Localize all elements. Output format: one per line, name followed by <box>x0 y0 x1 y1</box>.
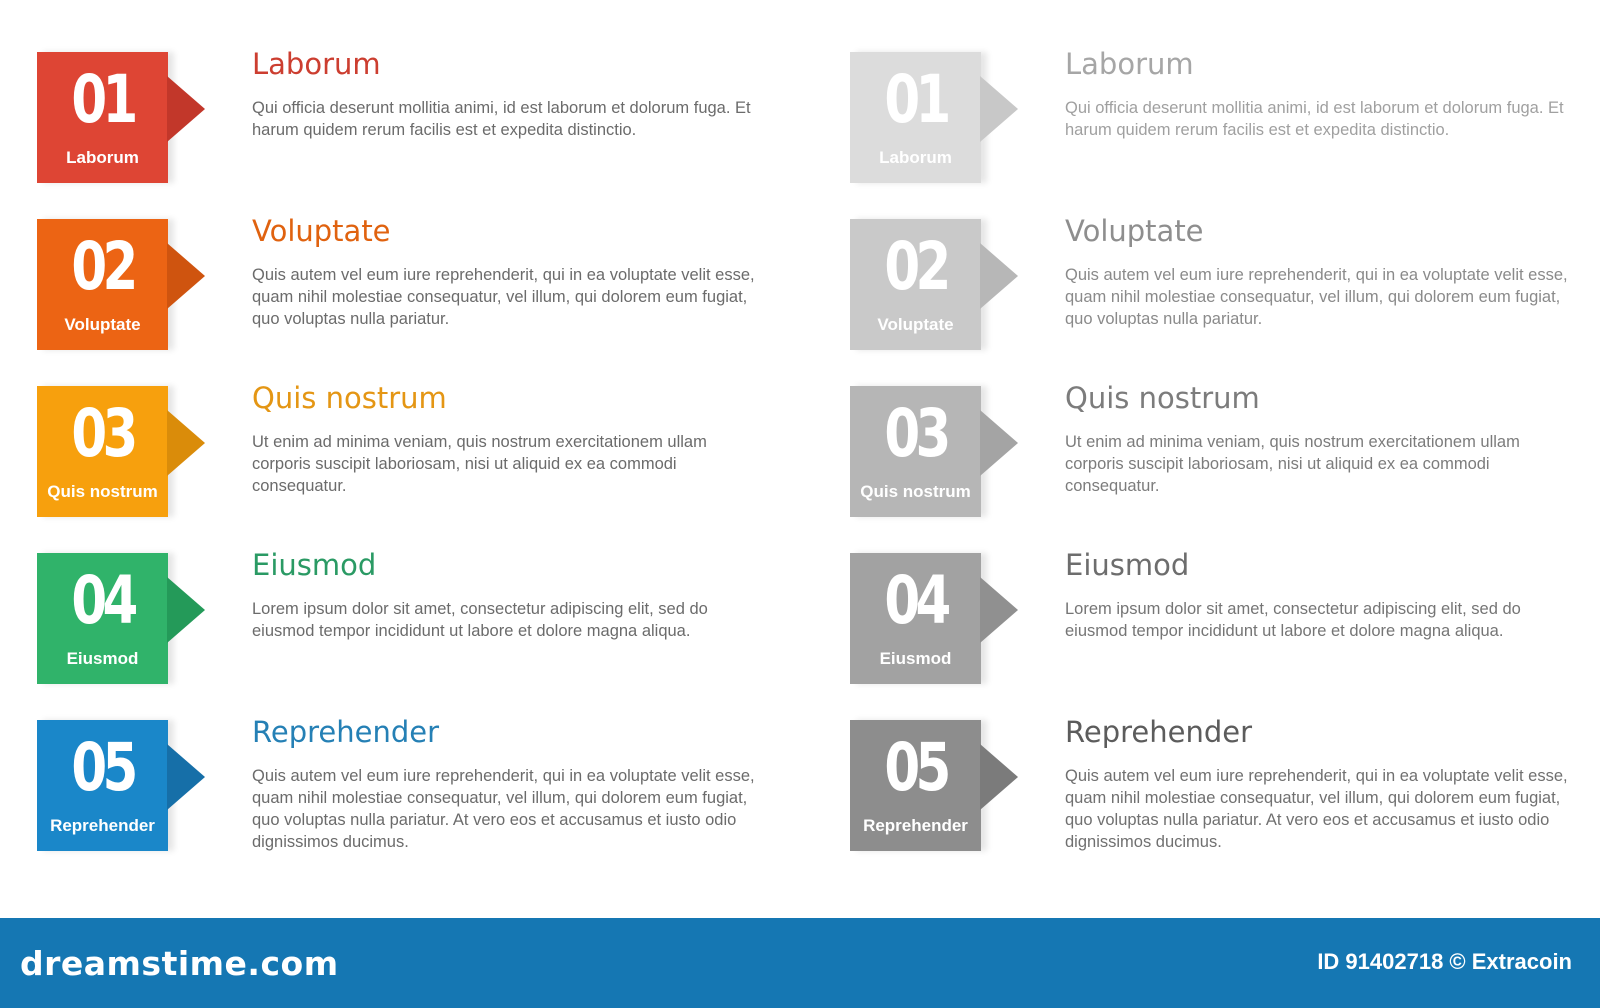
step-title: Quis nostrum <box>252 381 447 415</box>
arrow-pointer-icon <box>167 243 205 309</box>
step-description: Qui officia deserunt mollitia animi, id est laborum et dolorum fuga. Et harum quidem rerum facilis est et expedita distinctio. <box>1065 99 1564 139</box>
colored-step-04 <box>0 501 760 668</box>
step-title: Voluptate <box>252 214 391 248</box>
step-description: Quis autem vel eum iure reprehenderit, qui in ea voluptate velit esse, quam nihil molestiae consequatur, vel illum, qui dolorem eum fugiat, quo voluptas nulla pariatur. <box>1065 266 1568 328</box>
colored-step-01 <box>0 0 760 167</box>
colored-step-05 <box>0 668 760 851</box>
step-title: Quis nostrum <box>1065 381 1260 415</box>
step-title: Eiusmod <box>252 548 377 582</box>
arrow-pointer-icon <box>980 577 1018 643</box>
step-description: Qui officia deserunt mollitia animi, id est laborum et dolorum fuga. Et harum quidem rerum facilis est et expedita distinctio. <box>252 99 751 139</box>
step-number: 01 <box>71 61 134 138</box>
step-badge <box>37 553 168 684</box>
step-badge-label: Voluptate <box>64 315 141 334</box>
step-description: Quis autem vel eum iure reprehenderit, qui in ea voluptate velit esse, quam nihil molestiae consequatur, vel illum, qui dolorem eum fugiat, quo voluptas nulla pariatur. At vero eos et accusamus et iusto odio dignissimos ducimus. <box>252 767 755 851</box>
step-badge-label: Eiusmod <box>879 649 952 668</box>
footer-banner <box>0 918 1600 1008</box>
colored-step-02 <box>0 167 760 334</box>
step-number: 05 <box>71 729 134 806</box>
step-description: Lorem ipsum dolor sit amet, consectetur adipiscing elit, sed do eiusmod tempor incididunt ut labore et dolore magna aliqua. <box>1065 600 1521 640</box>
step-description: Ut enim ad minima veniam, quis nostrum exercitationem ullam corporis suscipit laboriosam, nisi ut aliquid ex ea commodi consequatur. <box>252 433 707 495</box>
step-number: 05 <box>884 729 947 806</box>
arrow-pointer-icon <box>980 744 1018 810</box>
arrow-pointer-icon <box>167 410 205 476</box>
step-description: Quis autem vel eum iure reprehenderit, qui in ea voluptate velit esse, quam nihil molestiae consequatur, vel illum, qui dolorem eum fugiat, quo voluptas nulla pariatur. <box>252 266 755 328</box>
step-badge-label: Laborum <box>66 148 139 167</box>
gray-step-02 <box>813 167 1573 334</box>
step-number: 03 <box>71 395 134 472</box>
step-number: 01 <box>884 61 947 138</box>
step-badge-label: Reprehender <box>863 816 968 835</box>
step-number: 03 <box>884 395 947 472</box>
arrow-pointer-icon <box>167 744 205 810</box>
step-title: Laborum <box>1065 47 1194 81</box>
colored-steps-column <box>0 0 760 918</box>
step-badge-label: Reprehender <box>50 816 155 835</box>
step-badge <box>37 720 168 851</box>
step-description: Quis autem vel eum iure reprehenderit, qui in ea voluptate velit esse, quam nihil molestiae consequatur, vel illum, qui dolorem eum fugiat, quo voluptas nulla pariatur. At vero eos et accusamus et iusto odio dignissimos ducimus. <box>1065 767 1568 851</box>
arrow-pointer-icon <box>167 577 205 643</box>
step-badge <box>37 219 168 350</box>
step-title: Eiusmod <box>1065 548 1190 582</box>
step-badge <box>37 52 168 183</box>
arrow-pointer-icon <box>980 243 1018 309</box>
step-description: Ut enim ad minima veniam, quis nostrum exercitationem ullam corporis suscipit laboriosam, nisi ut aliquid ex ea commodi consequatur. <box>1065 433 1520 495</box>
step-description: Lorem ipsum dolor sit amet, consectetur adipiscing elit, sed do eiusmod tempor incididunt ut labore et dolore magna aliqua. <box>252 600 708 640</box>
step-badge <box>850 219 981 350</box>
step-badge-label: Laborum <box>879 148 952 167</box>
step-badge <box>37 386 168 517</box>
step-badge-label: Voluptate <box>877 315 954 334</box>
step-badge <box>850 52 981 183</box>
step-number: 04 <box>884 562 947 639</box>
gray-step-05 <box>813 668 1573 851</box>
arrow-pointer-icon <box>980 76 1018 142</box>
step-badge-label: Eiusmod <box>66 649 139 668</box>
step-number: 02 <box>71 228 134 305</box>
step-badge <box>850 386 981 517</box>
step-number: 02 <box>884 228 947 305</box>
step-badge-label: Quis nostrum <box>47 482 158 501</box>
image-credit: ID 91402718 © Extracoin <box>1317 949 1572 974</box>
gray-steps-column <box>813 0 1573 918</box>
gray-step-03 <box>813 334 1573 501</box>
gray-step-04 <box>813 501 1573 668</box>
arrow-pointer-icon <box>980 410 1018 476</box>
step-badge <box>850 720 981 851</box>
step-title: Reprehender <box>252 715 439 749</box>
dreamstime-logo: dreamstime.com <box>20 944 339 983</box>
gray-step-01 <box>813 0 1573 167</box>
step-title: Voluptate <box>1065 214 1204 248</box>
step-number: 04 <box>71 562 134 639</box>
step-title: Laborum <box>252 47 381 81</box>
step-badge <box>850 553 981 684</box>
arrow-pointer-icon <box>167 76 205 142</box>
step-badge-label: Quis nostrum <box>860 482 971 501</box>
colored-step-03 <box>0 334 760 501</box>
step-title: Reprehender <box>1065 715 1252 749</box>
